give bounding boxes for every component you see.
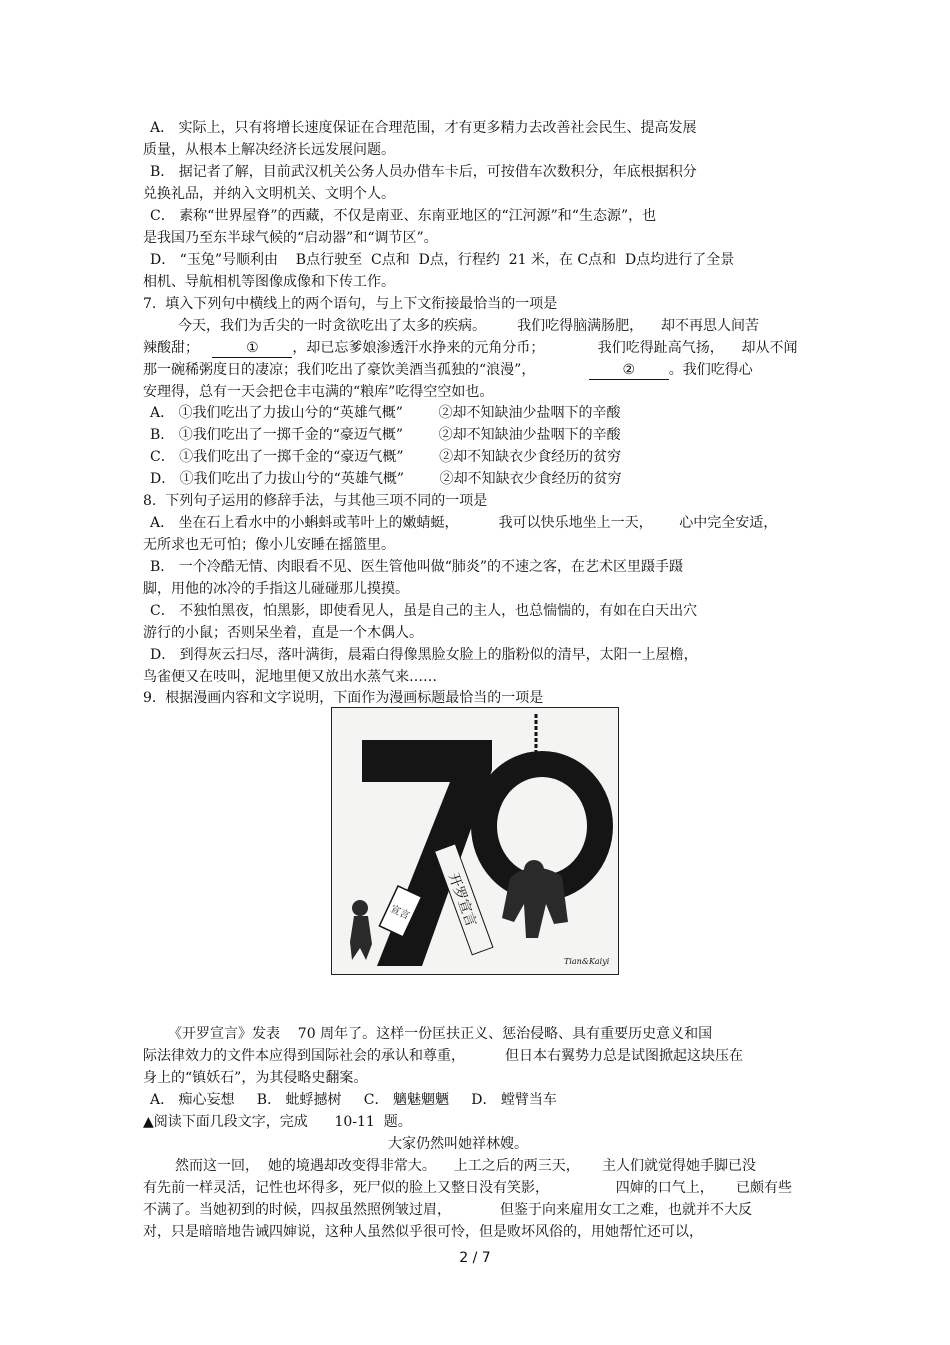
cartoon-small-figure xyxy=(350,900,372,960)
q8-stem: 8. 下列句子运用的修辞手法，与其他三项不同的一项是 xyxy=(143,493,488,509)
q8-option-d-line2: 鸟雀便又在吱叫，泥地里便又放出水蒸气来…… xyxy=(143,669,437,685)
q7-passage-line4: 安理得，总有一天会把仓丰屯满的“粮库”吃得空空如也。 xyxy=(143,384,494,400)
cartoon-sign-text: 宣言 xyxy=(388,903,412,923)
cartoon-signature: Tian&Kaiyi xyxy=(564,957,610,966)
q6-option-a-line1: A． 实际上，只有将增长速度保证在合理范围，才有更多精力去改善社会民生、提高发展 xyxy=(150,120,697,136)
reading-line1: 然而这一回， 她的境遇却改变得非常大。 上工之后的两三天， 主人们就觉得她手脚已没 xyxy=(175,1158,756,1174)
q8-option-d-line1: D． 到得灰云扫尽，落叶满街，晨霜白得像黑脸女脸上的脂粉似的清早，太阳一上屋檐， xyxy=(150,647,698,663)
q9-stem: 9. 根据漫画内容和文字说明，下面作为漫画标题最恰当的一项是 xyxy=(143,690,544,706)
reading-line4: 对，只是暗暗地告诫四婶说，这种人虽然似乎很可怜，但是败坏风俗的，用她帮忙还可以， xyxy=(143,1224,703,1240)
cartoon-drawing xyxy=(332,708,618,974)
q8-option-c-line2: 游行的小鼠；否则呆坐着，直是一个木偶人。 xyxy=(143,625,423,641)
q9-description-line1: 《开罗宣言》发表 70 周年了。这样一份匡扶正义、惩治侵略、具有重要历史意义和国 xyxy=(168,1026,713,1042)
q7-option-d: D． ①我们吃出了力拔山兮的“英雄气概” ②却不知缺衣少食经历的贫穷 xyxy=(150,471,622,487)
q6-option-b-line2: 兑换礼品，并纳入文明机关、文明个人。 xyxy=(143,186,395,202)
q7-passage-line3: 那一碗稀粥度日的凄凉；我们吃出了豪饮美酒当孤独的“浪漫”， ② 。我们吃得心 xyxy=(143,362,753,378)
q7-option-c: C． ①我们吃出了一掷千金的“豪迈气概” ②却不知缺衣少食经历的贫穷 xyxy=(150,449,622,465)
q6-option-a-line2: 质量，从根本上解决经济长远发展问题。 xyxy=(143,142,395,158)
q8-option-a-line1: A． 坐在石上看水中的小蝌蚪或苇叶上的嫩蜻蜓， 我可以快乐地坐上一天， 心中完全安适， xyxy=(150,515,778,531)
q9-options: A． 痴心妄想 B． 蚍蜉撼树 C． 魑魅魍魉 D． 螳臂当车 xyxy=(150,1092,557,1108)
q7-blank-1: ① xyxy=(212,340,292,358)
q6-option-c-line1: C． 素称“世界屋脊”的西藏，不仅是南亚、东南亚地区的“江河源”和“生态源”，也 xyxy=(150,208,657,224)
q7-passage-line1: 今天，我们为舌尖的一时贪欲吃出了太多的疾病。 我们吃得脑满肠肥， 却不再思人间苦 xyxy=(178,318,759,334)
q7-blank-2: ② xyxy=(589,362,669,380)
cartoon-image xyxy=(331,707,619,975)
q9-description-line2: 际法律效力的文件本应得到国际社会的承认和尊重， 但日本右翼势力总是试图掀起这块压在 xyxy=(143,1048,744,1064)
q6-option-d-line2: 相机、导航相机等图像成像和下传工作。 xyxy=(143,274,395,290)
reading-line3: 不满了。当她初到的时候，四叔虽然照例皱过眉， 但鉴于向来雇用女工之难，也就并不大反 xyxy=(143,1202,752,1218)
q8-option-c-line1: C． 不独怕黑夜，怕黑影，即使看见人，虽是自己的主人，也总惴惴的，有如在白天出穴 xyxy=(150,603,698,619)
q6-option-b-line1: B． 据记者了解，目前武汉机关公务人员办借车卡后，可按借车次数积分，年底根据积分 xyxy=(150,164,697,180)
reading-line2: 有先前一样灵活，记性也坏得多，死尸似的脸上又整日没有笑影， 四婶的口气上， 已颇有些 xyxy=(143,1180,793,1196)
reading-line0: 大家仍然叫她祥林嫂。 xyxy=(388,1136,528,1152)
page-number: 2 / 7 xyxy=(459,1250,491,1266)
q6-option-d-line1: D． “玉兔”号顺利由 B点行驶至 C点和 D点，行程约 21 米，在 C点和 D点均进行了全景 xyxy=(150,252,735,268)
q7-stem: 7. 填入下列句中横线上的两个语句，与上下文衔接最恰当的一项是 xyxy=(143,296,558,312)
q8-option-a-line2: 无所求也无可怕；像小儿安睡在摇篮里。 xyxy=(143,537,395,553)
q7-option-a: A． ①我们吃出了力拔山兮的“英雄气概” ②却不知缺油少盐咽下的辛酸 xyxy=(150,405,621,421)
q7-passage-line2: 辣酸甜； ① ，却已忘爹娘渗透汗水挣来的元角分币； 我们吃得趾高气扬， 却从不闻 xyxy=(143,340,798,356)
q8-option-b-line2: 脚，用他的冰冷的手指这儿碰碰那儿摸摸。 xyxy=(143,581,409,597)
q9-description-line3: 身上的“镇妖石”，为其侵略史翻案。 xyxy=(143,1070,368,1086)
q8-option-b-line1: B． 一个冷酷无情、肉眼看不见、医生管他叫做“肺炎”的不速之客，在艺术区里蹑手蹑 xyxy=(150,559,684,575)
q6-option-c-line2: 是我国乃至东半球气候的“启动器”和“调节区”。 xyxy=(143,230,438,246)
cartoon-band-text: 开罗宣言 xyxy=(444,870,479,930)
q7-option-b: B． ①我们吃出了一掷千金的“豪迈气概” ②却不知缺油少盐咽下的辛酸 xyxy=(150,427,621,443)
reading-intro: ▲阅读下面几段文字，完成 10-11 题。 xyxy=(143,1114,412,1130)
